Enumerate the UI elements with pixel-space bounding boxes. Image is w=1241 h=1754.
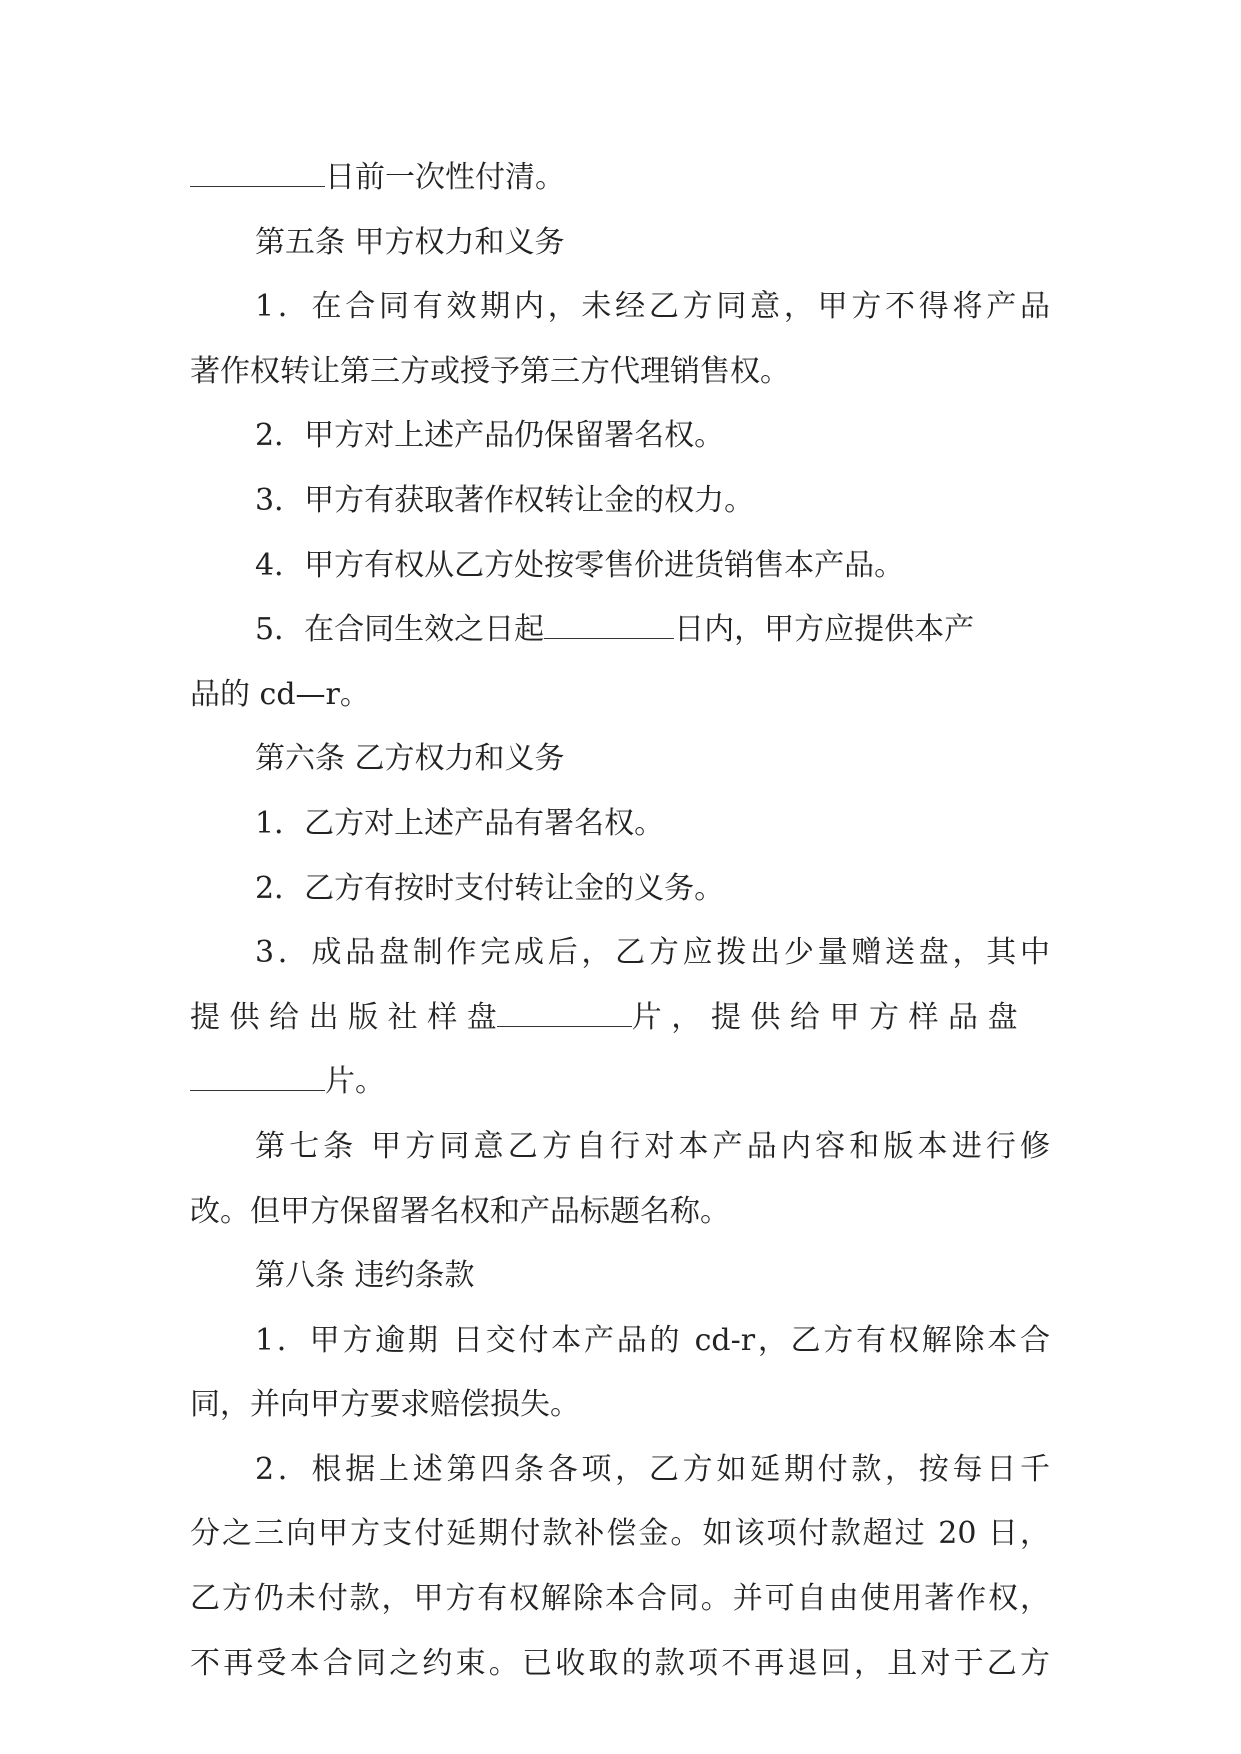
line-text: 著作权转让第三方或授予第三方代理销售权。 bbox=[190, 353, 790, 389]
text-line bbox=[190, 1192, 1050, 1257]
article-heading bbox=[190, 1127, 1050, 1192]
line-text: 2．根据上述第四条各项，乙方如延期付款，按每日千 bbox=[255, 1451, 1050, 1487]
line-text: 1．在合同有效期内，未经乙方同意，甲方不得将产品 bbox=[255, 289, 1050, 325]
fill-in-blank bbox=[190, 158, 325, 187]
fill-in-blank bbox=[190, 1062, 325, 1091]
line-text: 乙方仍未付款，甲方有权解除本合同。并可自由使用著作权， bbox=[190, 1581, 1050, 1617]
line-text: 日内，甲方应提供本产 bbox=[674, 612, 975, 648]
heading-text: 第六条 乙方权力和义务 bbox=[255, 741, 565, 777]
heading-text: 第八条 违约条款 bbox=[255, 1258, 475, 1294]
line-text: 5．在合同生效之日起 bbox=[255, 612, 545, 648]
text-line bbox=[190, 352, 1050, 417]
text-line bbox=[190, 1514, 1050, 1579]
text-line bbox=[190, 1644, 1050, 1709]
line-text: 不再受本合同之约束。已收取的款项不再退回，且对于乙方 bbox=[190, 1645, 1050, 1681]
text-line bbox=[190, 1450, 1050, 1515]
article-heading bbox=[190, 739, 1050, 804]
line-text: 2．乙方有按时支付转让金的义务。 bbox=[255, 870, 725, 906]
article-heading bbox=[190, 223, 1050, 288]
line-text: 同，并向甲方要求赔偿损失。 bbox=[190, 1387, 580, 1423]
text-line bbox=[190, 1579, 1050, 1644]
text-line bbox=[190, 1321, 1050, 1386]
text-line bbox=[190, 1062, 1050, 1127]
line-text: 提 供 给 出 版 社 样 盘 bbox=[190, 999, 497, 1035]
text-line bbox=[190, 675, 1050, 740]
line-text: 日前一次性付清。 bbox=[325, 160, 565, 195]
text-line bbox=[190, 1385, 1050, 1450]
line-text: 3．成品盘制作完成后，乙方应拨出少量赠送盘，其中 bbox=[255, 935, 1050, 971]
line-text: 4．甲方有权从乙方处按零售价进货销售本产品。 bbox=[255, 547, 905, 583]
line-text: 片。 bbox=[325, 1064, 385, 1100]
fill-in-blank bbox=[497, 998, 632, 1027]
text-line bbox=[190, 998, 1050, 1063]
line-text: 改。但甲方保留署名权和产品标题名称。 bbox=[190, 1193, 730, 1229]
line-text: 1．甲方逾期 日交付本产品的 cd-r，乙方有权解除本合 bbox=[255, 1322, 1050, 1358]
fill-in-blank bbox=[544, 610, 674, 639]
line-text: 2．甲方对上述产品仍保留署名权。 bbox=[255, 418, 725, 454]
text-line bbox=[190, 610, 1050, 675]
text-line bbox=[190, 933, 1050, 998]
line-text: 分之三向甲方支付延期付款补偿金。如该项付款超过 20 日， bbox=[190, 1516, 1050, 1552]
line-text: 品的 cd—r。 bbox=[190, 676, 370, 712]
text-line bbox=[190, 287, 1050, 352]
line-text: 1．乙方对上述产品有署名权。 bbox=[255, 805, 665, 841]
contract-body bbox=[190, 158, 1050, 1708]
text-line bbox=[190, 869, 1050, 934]
text-line bbox=[190, 546, 1050, 611]
article-heading bbox=[190, 1256, 1050, 1321]
line-text: 片 ， 提 供 给 甲 方 样 品 盘 bbox=[631, 999, 1018, 1035]
text-line bbox=[190, 804, 1050, 869]
heading-text: 第七条 甲方同意乙方自行对本产品内容和版本进行修 bbox=[255, 1128, 1050, 1164]
line-text: 3．甲方有获取著作权转让金的权力。 bbox=[255, 482, 755, 518]
text-line bbox=[190, 416, 1050, 481]
text-line bbox=[190, 158, 1050, 223]
text-line bbox=[190, 481, 1050, 546]
heading-text: 第五条 甲方权力和义务 bbox=[255, 224, 565, 260]
